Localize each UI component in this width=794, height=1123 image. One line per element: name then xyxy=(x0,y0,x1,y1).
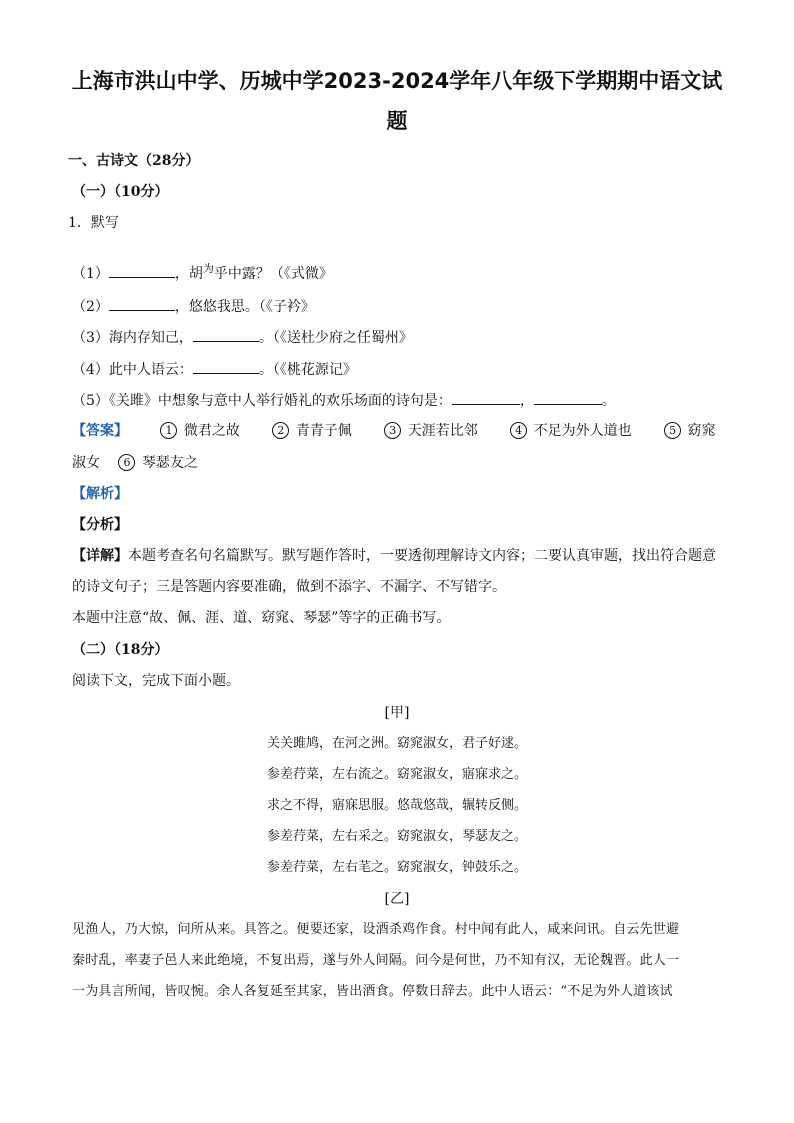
answer-item-4 xyxy=(510,422,631,440)
answer-num-6: 6 xyxy=(118,454,135,471)
section-heading: 一、古诗文（28分） xyxy=(68,153,200,169)
prose-line-1: 见渔人，乃大惊，问所从来。具答之。便要还家，设酒杀鸡作食。村中闻有此人，咸来问讯。自云先世避 xyxy=(72,922,680,937)
reading-instruction: 阅读下文，完成下面小题。 xyxy=(72,673,240,689)
item-3-blank[interactable] xyxy=(193,328,259,342)
answer-item-2 xyxy=(272,422,351,440)
part1-heading: （一）（10分） xyxy=(72,184,169,200)
detail-line-1 xyxy=(72,547,716,565)
item-3-suffix: 。（《送杜少府之任蜀州》 xyxy=(258,330,413,346)
item-2-prefix: （2） xyxy=(72,299,109,315)
item-5-blank-b[interactable] xyxy=(534,391,602,405)
answer-text-2: 青青子佩 xyxy=(295,423,352,439)
item-4-blank[interactable] xyxy=(193,360,259,374)
poem-line-2: 参差荇菜，左右流之。窈窕淑女，寤寐求之。 xyxy=(266,767,527,782)
exam-title-line2: 题 xyxy=(386,109,408,133)
answer-num-3: 3 xyxy=(384,422,401,439)
poem-line-5: 参差荇菜，左右芼之。窈窕淑女，钟鼓乐之。 xyxy=(266,860,527,875)
prose-line-3: 一为具言所闻，皆叹惋。余人各复延至其家，皆出酒食。停数日辞去。此中人语云：“不足为外人道该试 xyxy=(72,984,673,999)
detail-line-3: 本题中注意“故、佩、涯、道、窈窕、琴瑟”等字的正确书写。 xyxy=(72,610,451,626)
prose-line-2: 秦时乱，率妻子邑人来此绝境，不复出焉，遂与外人间隔。问今是何世，乃不知有汉，无论魏晋。此人一 xyxy=(72,953,680,968)
answer-text-4: 不足为外人道也 xyxy=(533,423,632,439)
detail-line-2: 的诗文句子；三是答题内容要准确，做到不添字、不漏字、不写错字。 xyxy=(72,579,506,595)
item-4-prefix: （4）此中人语云： xyxy=(72,362,193,378)
passage-jia-label: [甲] xyxy=(384,705,410,721)
answer-num-4: 4 xyxy=(510,422,527,439)
item-4-suffix: 。（《桃花源记》 xyxy=(258,362,357,378)
item-2-blank[interactable] xyxy=(109,297,175,311)
answer-num-2: 2 xyxy=(272,422,289,439)
answer-text-5: 窈窕 xyxy=(687,423,716,439)
answer-item-1 xyxy=(160,422,239,440)
item-1-prefix: （1） xyxy=(72,266,109,282)
answer-num-1: 1 xyxy=(160,422,177,439)
answer-num-5: 5 xyxy=(664,422,681,439)
fenxi-label: 【分析】 xyxy=(72,517,128,533)
item-5-prefix: （5）《关雎》中想象与意中人举行婚礼的欢乐场面的诗句是： xyxy=(72,393,452,409)
answer-text-1: 微君之故 xyxy=(183,423,240,439)
answer-item-6 xyxy=(118,454,197,472)
answer-item-5 xyxy=(664,422,715,440)
poem-line-4: 参差荇菜，左右采之。窈窕淑女，琴瑟友之。 xyxy=(266,829,527,844)
item-1-sup: 为 xyxy=(202,262,214,275)
dictation-item-3 xyxy=(72,328,413,347)
dictation-item-1 xyxy=(72,264,333,284)
part2-heading: （二）（18分） xyxy=(72,642,169,658)
answer-item-3 xyxy=(384,422,477,440)
item-5-blank-a[interactable] xyxy=(452,391,520,405)
answer-label: 【答案】 xyxy=(72,423,128,439)
answer-line-2 xyxy=(72,454,198,472)
dictation-item-5 xyxy=(72,391,616,410)
poem-line-3: 求之不得，寤寐思服。悠哉悠哉，辗转反侧。 xyxy=(266,798,527,813)
analysis-label: 【解析】 xyxy=(72,486,128,502)
dictation-item-4 xyxy=(72,360,357,379)
item-1-mid: ，胡 xyxy=(174,266,203,282)
dictation-item-2 xyxy=(72,297,315,316)
detail-label: 【详解】 xyxy=(72,548,128,564)
poem-line-1: 关关雎鸠，在河之洲。窈窕淑女，君子好逑。 xyxy=(266,736,527,751)
item-3-prefix: （3）海内存知己， xyxy=(72,330,193,346)
item-1-blank[interactable] xyxy=(109,264,175,278)
question-1-label: 1．默写 xyxy=(68,215,119,231)
item-1-suffix: 乎中露？（《式微》 xyxy=(213,266,333,282)
item-2-suffix: ，悠悠我思。（《子衿》 xyxy=(174,299,315,315)
answer-line xyxy=(72,422,732,440)
item-5-sep: ， xyxy=(519,393,534,409)
answer-text-6: 琴瑟友之 xyxy=(141,455,198,471)
detail-text-1: 本题考查名句名篇默写。默写题作答时，一要透彻理解诗文内容；二要认真审题，找出符合题意 xyxy=(128,548,716,564)
answer-text-3: 天涯若比邻 xyxy=(407,423,478,439)
answer-cont-text: 淑女 xyxy=(72,455,100,471)
exam-title-line1: 上海市洪山中学、历城中学2023-2024学年八年级下学期期中语文试 xyxy=(71,69,723,93)
passage-yi-label: [乙] xyxy=(384,891,410,907)
item-5-end: 。 xyxy=(601,393,616,409)
